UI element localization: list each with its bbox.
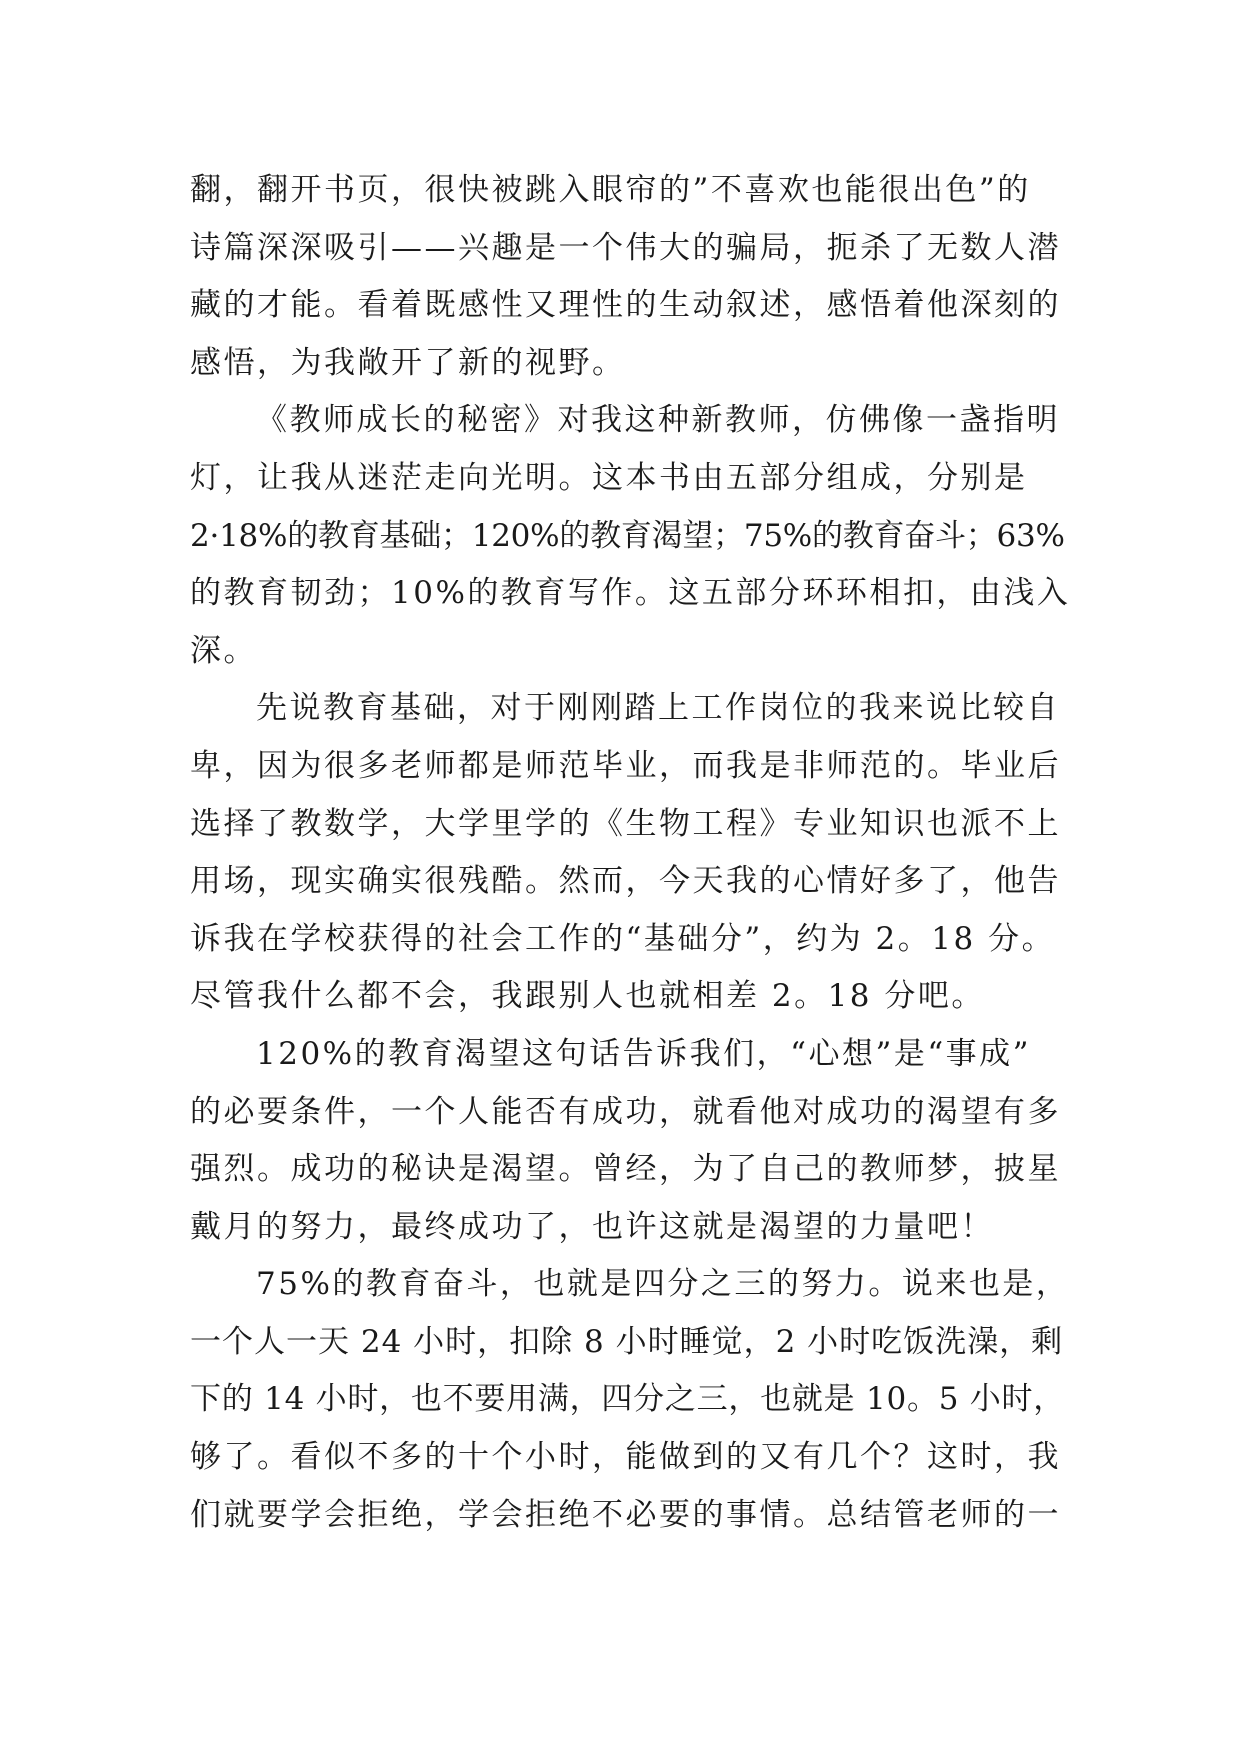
text-line: 藏的才能。看着既感性又理性的生动叙述，感悟着他深刻的 (190, 287, 1061, 324)
text-line: 75%的教育奋斗，也就是四分之三的努力。说来也是， (256, 1266, 1070, 1303)
text-line: 戴月的努力，最终成功了，也许这就是渴望的力量吧！ (190, 1208, 994, 1245)
text-line: 的必要条件，一个人能否有成功，就看他对成功的渴望有多 (190, 1093, 1061, 1130)
text-line: 下的 14 小时，也不要用满，四分之三，也就是 10。5 小时， (190, 1381, 1066, 1418)
text-line: 诗篇深深吸引——兴趣是一个伟大的骗局，扼杀了无数人潜 (190, 229, 1061, 266)
text-line: 卑，因为很多老师都是师范毕业，而我是非师范的。毕业后 (190, 747, 1061, 784)
text-line: 够了。看似不多的十个小时，能做到的又有几个？这时，我 (190, 1439, 1061, 1476)
text-line: 用场，现实确实很残酷。然而，今天我的心情好多了，他告 (190, 863, 1061, 900)
text-line: 感悟，为我敞开了新的视野。 (190, 344, 626, 381)
text-line: 2·18%的教育基础；120%的教育渴望；75%的教育奋斗；63% (190, 517, 1065, 554)
text-line: 尽管我什么都不会，我跟别人也就相差 2。18 分吧。 (190, 978, 985, 1015)
text-line: 诉我在学校获得的社会工作的“基础分”，约为 2。18 分。 (190, 920, 1056, 957)
text-line: 选择了教数学，大学里学的《生物工程》专业知识也派不上 (190, 805, 1061, 842)
text-line: 120%的教育渴望这句话告诉我们，“心想”是“事成” (256, 1035, 1032, 1072)
text-line: 灯，让我从迷茫走向光明。这本书由五部分组成，分别是 (190, 459, 1028, 496)
text-line: 一个人一天 24 小时，扣除 8 小时睡觉，2 小时吃饭洗澡，剩 (190, 1323, 1064, 1360)
text-line: 翻，翻开书页，很快被跳入眼帘的”不喜欢也能很出色”的 (190, 172, 1031, 208)
text-line: 强烈。成功的秘诀是渴望。曾经，为了自己的教师梦，披星 (190, 1151, 1061, 1188)
text-line: 深。 (190, 632, 257, 669)
body-text (190, 162, 1070, 1544)
text-line: 们就要学会拒绝，学会拒绝不必要的事情。总结管老师的一 (190, 1496, 1061, 1533)
text-line: 《教师成长的秘密》对我这种新教师，仿佛像一盏指明 (256, 402, 1060, 439)
text-line: 先说教育基础，对于刚刚踏上工作岗位的我来说比较自 (256, 690, 1060, 727)
text-line: 的教育韧劲；10%的教育写作。这五部分环环相扣，由浅入 (190, 575, 1071, 612)
